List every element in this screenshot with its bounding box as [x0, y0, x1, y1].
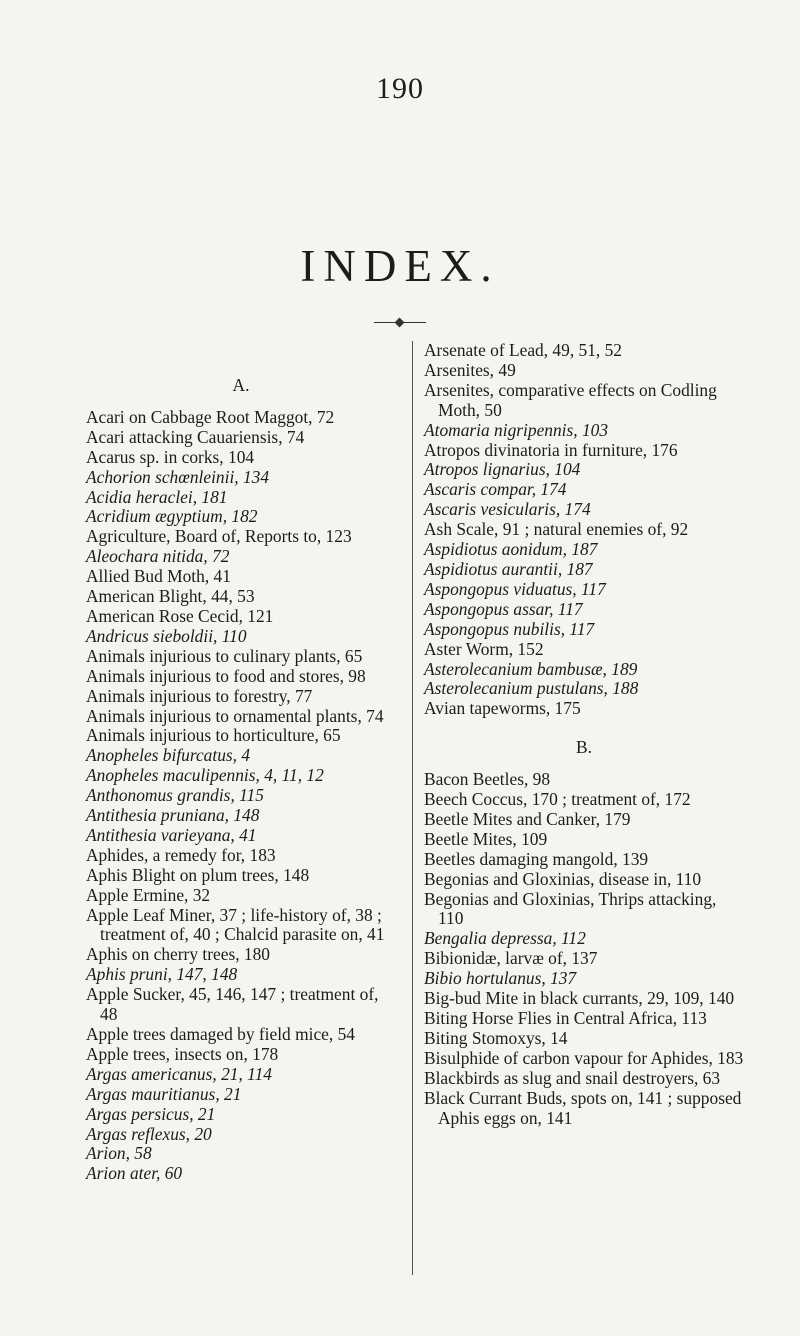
index-entry: Animals injurious to ornamental plants, 74 [86, 705, 384, 726]
title-ornament [374, 322, 426, 324]
index-entry: American Rose Cecid, 121 [86, 605, 274, 626]
index-left-column [86, 376, 396, 1184]
index-entry: Anopheles maculipennis, 4, 11, 12 [86, 765, 324, 786]
index-entry: Blackbirds as slug and snail destroyers, 63 [424, 1067, 721, 1088]
index-entry: Acari on Cabbage Root Maggot, 72 [86, 406, 335, 427]
index-entry: Argas persicus, 21 [86, 1103, 216, 1124]
index-entry: Apple trees, insects on, 178 [86, 1043, 279, 1064]
index-entry: Aspongopus assar, 117 [424, 598, 583, 619]
index-entry: Argas reflexus, 20 [86, 1123, 212, 1144]
index-entry: Arsenites, 49 [424, 359, 516, 380]
index-entry: Begonias and Gloxinias, disease in, 110 [424, 868, 702, 889]
index-entry: Asterolecanium bambusæ, 189 [424, 658, 638, 679]
index-entry: Bacon Beetles, 98 [424, 769, 551, 790]
index-entry: Biting Stomoxys, 14 [424, 1027, 568, 1048]
index-entry: Beech Coccus, 170 ; treatment of, 172 [424, 789, 691, 810]
index-entry: Asterolecanium pustulans, 188 [424, 678, 639, 699]
index-entry: Atropos divinatoria in furniture, 176 [424, 439, 678, 460]
index-entry: Argas mauritianus, 21 [86, 1083, 242, 1104]
index-entry: Animals injurious to food and stores, 98 [86, 665, 366, 686]
index-entry: Aspidiotus aonidum, 187 [424, 539, 598, 560]
index-entry: Anthonomus grandis, 115 [86, 785, 264, 806]
column-divider [412, 341, 413, 1275]
index-entry: Begonias and Gloxinias, Thrips attacking, 110 [424, 888, 717, 929]
index-entry: Apple Ermine, 32 [86, 884, 211, 905]
index-entry: Aspidiotus aurantii, 187 [424, 558, 593, 579]
index-entry: Arion ater, 60 [86, 1163, 183, 1184]
index-entry: Atomaria nigripennis, 103 [424, 419, 609, 440]
index-entry: Animals injurious to horticulture, 65 [86, 725, 341, 746]
entry-list [424, 341, 744, 719]
index-entry: Aleochara nitida, 72 [86, 546, 230, 567]
index-entry: Acarus sp. in corks, 104 [86, 446, 255, 467]
index-entry: Allied Bud Moth, 41 [86, 566, 231, 587]
index-entry: Achorion schœnleinii, 134 [86, 466, 270, 487]
index-entry: Agriculture, Board of, Reports to, 123 [86, 526, 352, 547]
index-entry: Bengalia depressa, 112 [424, 928, 586, 949]
index-entry: Aster Worm, 152 [424, 638, 544, 659]
index-entry: Argas americanus, 21, 114 [86, 1063, 272, 1084]
index-entry: American Blight, 44, 53 [86, 586, 255, 607]
index-entry: Avian tapeworms, 175 [424, 698, 581, 719]
index-entry: Atropos lignarius, 104 [424, 459, 581, 480]
page-title: INDEX. [300, 241, 500, 291]
index-entry: Black Currant Buds, spots on, 141 ; supposed Aphis eggs on, 141 [424, 1087, 742, 1128]
index-entry: Aphides, a remedy for, 183 [86, 844, 276, 865]
index-entry: Beetle Mites, 109 [424, 828, 548, 849]
index-entry: Beetle Mites and Canker, 179 [424, 808, 631, 829]
index-entry: Acridium ægyptium, 182 [86, 506, 258, 527]
section-letter-a: A. [232, 375, 250, 395]
index-entry: Arsenites, comparative effects on Codling Moth, 50 [424, 379, 717, 420]
index-entry: Aphis pruni, 147, 148 [86, 964, 238, 985]
entry-list [86, 408, 396, 1184]
index-entry: Animals injurious to forestry, 77 [86, 685, 313, 706]
index-entry: Aphis on cherry trees, 180 [86, 944, 271, 965]
index-entry: Apple trees damaged by field mice, 54 [86, 1024, 355, 1044]
index-entry: Apple Sucker, 45, 146, 147 ; treatment of, 48 [86, 984, 379, 1025]
index-entry: Bibionidæ, larvæ of, 137 [424, 948, 598, 969]
index-entry: Anopheles bifurcatus, 4 [86, 745, 251, 766]
index-entry: Apple Leaf Miner, 37 ; life-history of, 38 ; treatment of, 40 ; Chalcid parasite on, 41 [86, 904, 385, 945]
index-right-column [424, 341, 744, 1128]
index-entry: Bisulphide of carbon vapour for Aphides, 183 [424, 1047, 744, 1068]
index-entry: Aspongopus nubilis, 117 [424, 618, 595, 639]
index-entry: Big-bud Mite in black currants, 29, 109, 140 [424, 988, 735, 1009]
index-entry: Beetles damaging mangold, 139 [424, 848, 649, 869]
index-entry: Acari attacking Cauariensis, 74 [86, 426, 305, 447]
section-letter-b: B. [576, 737, 592, 758]
index-entry: Biting Horse Flies in Central Africa, 113 [424, 1008, 707, 1028]
index-entry: Ascaris vesicularis, 174 [424, 499, 591, 520]
entry-list [424, 770, 744, 1128]
index-entry: Aphis Blight on plum trees, 148 [86, 864, 310, 885]
index-entry: Ash Scale, 91 ; natural enemies of, 92 [424, 519, 689, 540]
index-entry: Bibio hortulanus, 137 [424, 968, 577, 989]
index-entry: Acidia heraclei, 181 [86, 486, 228, 507]
index-entry: Animals injurious to culinary plants, 65 [86, 645, 363, 666]
index-entry: Arion, 58 [86, 1143, 152, 1164]
index-entry: Ascaris compar, 174 [424, 479, 567, 500]
page-number: 190 [376, 72, 424, 105]
index-entry: Aspongopus viduatus, 117 [424, 578, 606, 599]
index-entry: Andricus sieboldii, 110 [86, 625, 247, 646]
index-entry: Arsenate of Lead, 49, 51, 52 [424, 340, 622, 360]
index-entry: Antithesia varieyana, 41 [86, 824, 257, 845]
index-entry: Antithesia pruniana, 148 [86, 805, 260, 826]
